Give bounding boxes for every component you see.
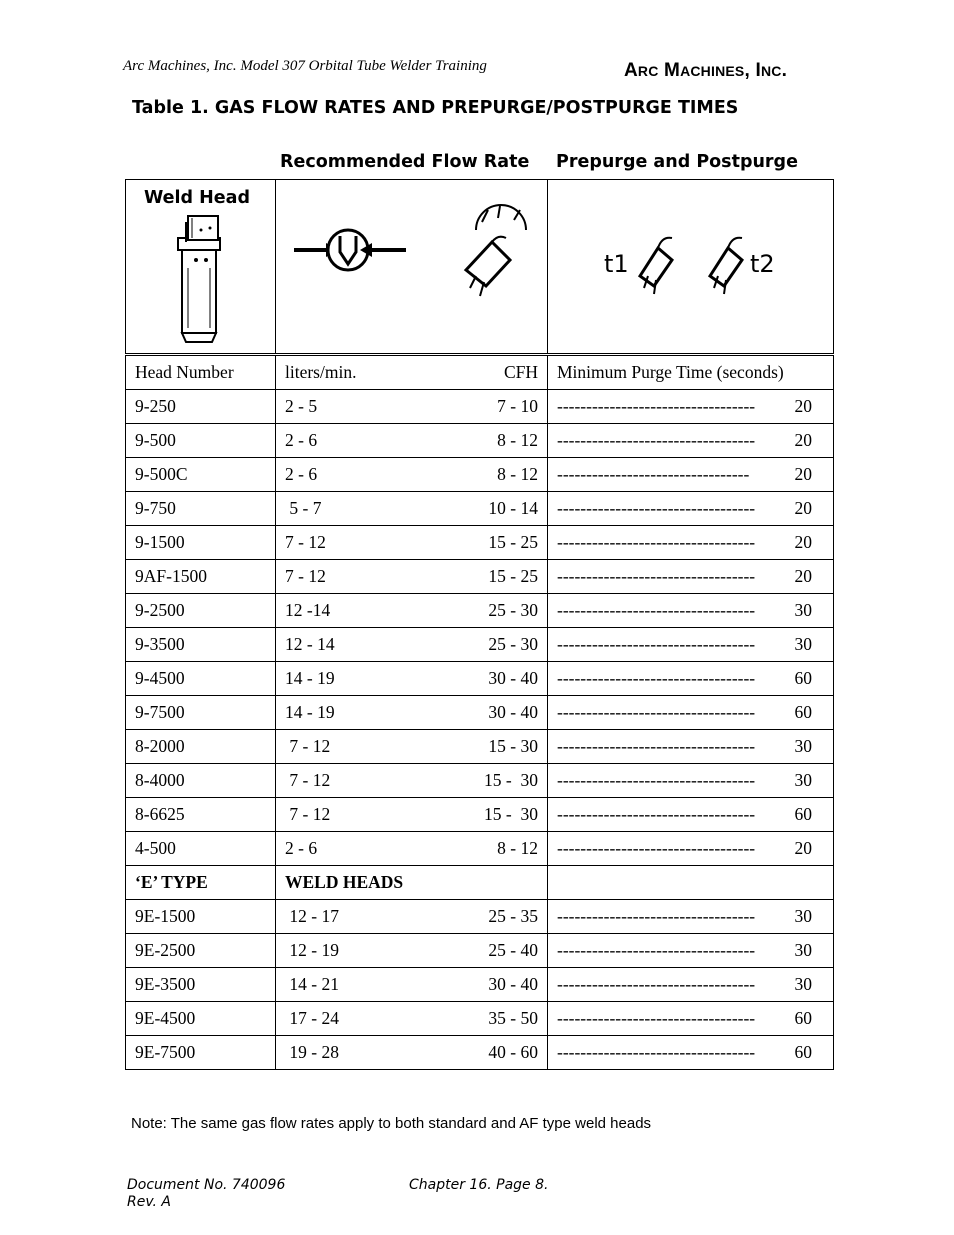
purge-dashes: ---------------------------------- [557,1042,756,1062]
logo-comma: , [744,60,756,81]
cfh-value: 15 - 30 [488,736,538,756]
purge-time-cell [548,526,834,560]
flow-rate-cell [276,424,548,458]
flow-rate-cell [276,764,548,798]
flow-rate-cell [276,458,548,492]
cfh-value: 40 - 60 [488,1042,538,1062]
purge-time-cell [548,730,834,764]
purge-dashes: ---------------------------------- [557,906,756,926]
weld-head-label: Weld Head [144,188,251,208]
head-number-cell: 9E-4500 [126,1002,276,1036]
table-row [126,526,834,560]
purge-time-cell [548,1002,834,1036]
liters-per-min-value: 2 - 6 [285,838,318,858]
cfh-value: 25 - 40 [488,940,538,960]
flow-icons-cell [276,180,548,355]
e-type-label: ‘E’ TYPE [126,866,276,900]
cfh-value: 35 - 50 [488,1008,538,1028]
gas-flow-icon [276,180,548,320]
head-number-cell: 8-2000 [126,730,276,764]
revision: Rev. A [127,1194,171,1210]
flow-rate-cell [276,560,548,594]
flow-rate-cell [276,1036,548,1070]
flow-rate-cell [276,628,548,662]
liters-per-min-value: 7 - 12 [285,736,331,756]
purge-seconds-value: 20 [794,430,812,450]
liters-per-min-value: 7 - 12 [285,770,331,790]
purge-dashes: ---------------------------------- [557,974,756,994]
purge-seconds-value: 20 [794,838,812,858]
purge-dashes: ---------------------------------- [557,702,756,722]
purge-dashes: --------------------------------- [557,464,750,484]
purge-time-cell [548,662,834,696]
logo-letters-achines: ACHINES [680,63,745,79]
purge-time-cell [548,424,834,458]
cfh-value: 30 - 40 [488,668,538,688]
purge-time-header: Minimum Purge Time (seconds) [548,355,834,390]
purge-dashes: ---------------------------------- [557,634,756,654]
purge-time-cell [548,390,834,424]
purge-seconds-value: 20 [794,464,812,484]
purge-seconds-value: 30 [794,634,812,654]
cfh-value: 15 - 30 [484,804,538,824]
table-row [126,492,834,526]
purge-dashes: ---------------------------------- [557,566,756,586]
purge-seconds-value: 60 [794,804,812,824]
purge-seconds-value: 20 [794,498,812,518]
table-row [126,764,834,798]
table-row [126,662,834,696]
empty-cell [548,866,834,900]
document-number: Document No. 740096 [127,1177,286,1193]
gas-flow-table [125,179,834,1070]
logo-letters-nc: NC [760,63,782,79]
liters-per-min-value: 12 - 19 [285,940,339,960]
table-row [126,798,834,832]
flow-rate-cell [276,662,548,696]
flow-rate-cell [276,832,548,866]
purge-time-cell [548,560,834,594]
purge-column-header: Prepurge and Postpurge [556,152,798,172]
liters-per-min-value: 5 - 7 [285,498,322,518]
purge-time-cell [548,458,834,492]
head-number-cell: 9E-3500 [126,968,276,1002]
e-type-section-row [126,866,834,900]
cfh-value: 25 - 30 [488,634,538,654]
flow-rate-cell [276,900,548,934]
chapter-page: Chapter 16. Page 8. [409,1177,549,1193]
flow-rate-cell [276,1002,548,1036]
head-number-header: Head Number [126,355,276,390]
purge-seconds-value: 20 [794,396,812,416]
purge-dashes: ---------------------------------- [557,396,756,416]
purge-seconds-value: 30 [794,906,812,926]
cfh-value: 30 - 40 [488,702,538,722]
liters-per-min-value: 2 - 6 [285,430,318,450]
purge-seconds-value: 60 [794,1042,812,1062]
table-row [126,900,834,934]
purge-dashes: ---------------------------------- [557,1008,756,1028]
header-document-title: Arc Machines, Inc. Model 307 Orbital Tube Welder Training [123,58,487,74]
table-row [126,968,834,1002]
logo-dot: . [781,60,788,81]
head-number-cell: 9-3500 [126,628,276,662]
purge-time-cell [548,900,834,934]
head-number-cell: 4-500 [126,832,276,866]
table-row [126,390,834,424]
flow-rate-cell [276,934,548,968]
liters-per-min-value: 2 - 6 [285,464,318,484]
table-note: Note: The same gas flow rates apply to both standard and AF type weld heads [131,1115,652,1132]
t2-label: t2 [750,250,775,278]
purge-dashes: ---------------------------------- [557,940,756,960]
flow-rate-cell [276,390,548,424]
company-logo [624,60,787,82]
cfh-value: 7 - 10 [497,396,538,416]
table-row [126,424,834,458]
logo-letter-m: M [664,60,681,81]
table-row [126,1002,834,1036]
liters-per-min-value: 12 - 14 [285,634,335,654]
purge-dashes: ---------------------------------- [557,498,756,518]
logo-letter-a: A [624,60,638,81]
cfh-header: CFH [503,362,538,382]
purge-dashes: ---------------------------------- [557,736,756,756]
logo-letters-rc: RC [637,63,659,79]
liters-per-min-value: 7 - 12 [285,804,331,824]
purge-seconds-value: 60 [794,702,812,722]
purge-seconds-value: 30 [794,600,812,620]
purge-time-cell [548,832,834,866]
cfh-value: 25 - 30 [488,600,538,620]
head-number-cell: 8-6625 [126,798,276,832]
head-number-cell: 9-2500 [126,594,276,628]
table-row [126,1036,834,1070]
head-number-cell: 9-250 [126,390,276,424]
head-number-cell: 9-500 [126,424,276,458]
icons-row [126,180,834,355]
purge-seconds-value: 30 [794,940,812,960]
flow-rate-cell [276,492,548,526]
purge-time-cell [548,1036,834,1070]
purge-seconds-value: 60 [794,1008,812,1028]
head-number-cell: 9AF-1500 [126,560,276,594]
cfh-value: 15 - 25 [488,566,538,586]
liters-per-min-value: 14 - 19 [285,702,335,722]
purge-seconds-value: 20 [794,532,812,552]
flow-rate-column-header: Recommended Flow Rate [280,152,530,172]
liters-per-min-value: 12 -14 [285,600,331,620]
purge-time-cell [548,594,834,628]
head-number-cell: 9E-2500 [126,934,276,968]
flow-rate-cell [276,594,548,628]
flow-rate-cell [276,730,548,764]
cfh-value: 15 - 25 [488,532,538,552]
purge-seconds-value: 30 [794,736,812,756]
cfh-value: 30 - 40 [488,974,538,994]
purge-dashes: ---------------------------------- [557,600,756,620]
flow-rate-cell [276,798,548,832]
purge-time-cell [548,628,834,662]
purge-time-cell [548,968,834,1002]
purge-seconds-value: 30 [794,974,812,994]
head-number-cell: 9-500C [126,458,276,492]
purge-seconds-value: 30 [794,770,812,790]
purge-time-cell [548,764,834,798]
head-number-cell: 9E-7500 [126,1036,276,1070]
prepurge-postpurge-icon [548,180,834,340]
cfh-value: 10 - 14 [488,498,538,518]
purge-time-cell [548,492,834,526]
table-row [126,458,834,492]
weld-head-icon [126,208,274,348]
head-number-cell: 8-4000 [126,764,276,798]
purge-icons-cell [548,180,834,355]
purge-seconds-value: 60 [794,668,812,688]
table-row [126,696,834,730]
purge-time-cell [548,696,834,730]
head-number-cell: 9E-1500 [126,900,276,934]
weld-head-icon-cell [126,180,276,355]
t1-label: t1 [604,250,629,278]
cfh-value: 8 - 12 [497,838,538,858]
liters-per-min-value: 7 - 12 [285,566,326,586]
flow-rate-cell [276,968,548,1002]
purge-time-cell [548,934,834,968]
weld-heads-label: WELD HEADS [276,866,548,900]
cfh-value: 15 - 30 [484,770,538,790]
head-number-cell: 9-7500 [126,696,276,730]
head-number-cell: 9-1500 [126,526,276,560]
flow-rate-cell [276,526,548,560]
table-row [126,832,834,866]
table-row [126,594,834,628]
liters-per-min-value: 19 - 28 [285,1042,339,1062]
purge-dashes: ---------------------------------- [557,770,756,790]
table-row [126,730,834,764]
purge-dashes: ---------------------------------- [557,838,756,858]
purge-dashes: ---------------------------------- [557,532,756,552]
table-header-row [126,355,834,390]
table-row [126,628,834,662]
liters-per-min-value: 7 - 12 [285,532,326,552]
purge-dashes: ---------------------------------- [557,804,756,824]
table-title: Table 1. GAS FLOW RATES AND PREPURGE/POSTPURGE TIMES [132,98,739,118]
head-number-cell: 9-4500 [126,662,276,696]
liters-per-min-value: 17 - 24 [285,1008,339,1028]
cfh-value: 8 - 12 [497,430,538,450]
head-number-cell: 9-750 [126,492,276,526]
liters-per-min-value: 14 - 19 [285,668,335,688]
purge-dashes: ---------------------------------- [557,430,756,450]
cfh-value: 25 - 35 [488,906,538,926]
liters-per-min-value: 12 - 17 [285,906,339,926]
cfh-value: 8 - 12 [497,464,538,484]
flow-units-header [276,355,548,390]
liters-per-min-value: 14 - 21 [285,974,339,994]
liters-per-min-value: 2 - 5 [285,396,318,416]
purge-dashes: ---------------------------------- [557,668,756,688]
table-row [126,560,834,594]
flow-rate-cell [276,696,548,730]
purge-time-cell [548,798,834,832]
purge-seconds-value: 20 [794,566,812,586]
liters-header: liters/min. [285,362,357,382]
logo-letter-i: I [755,60,761,81]
table-row [126,934,834,968]
